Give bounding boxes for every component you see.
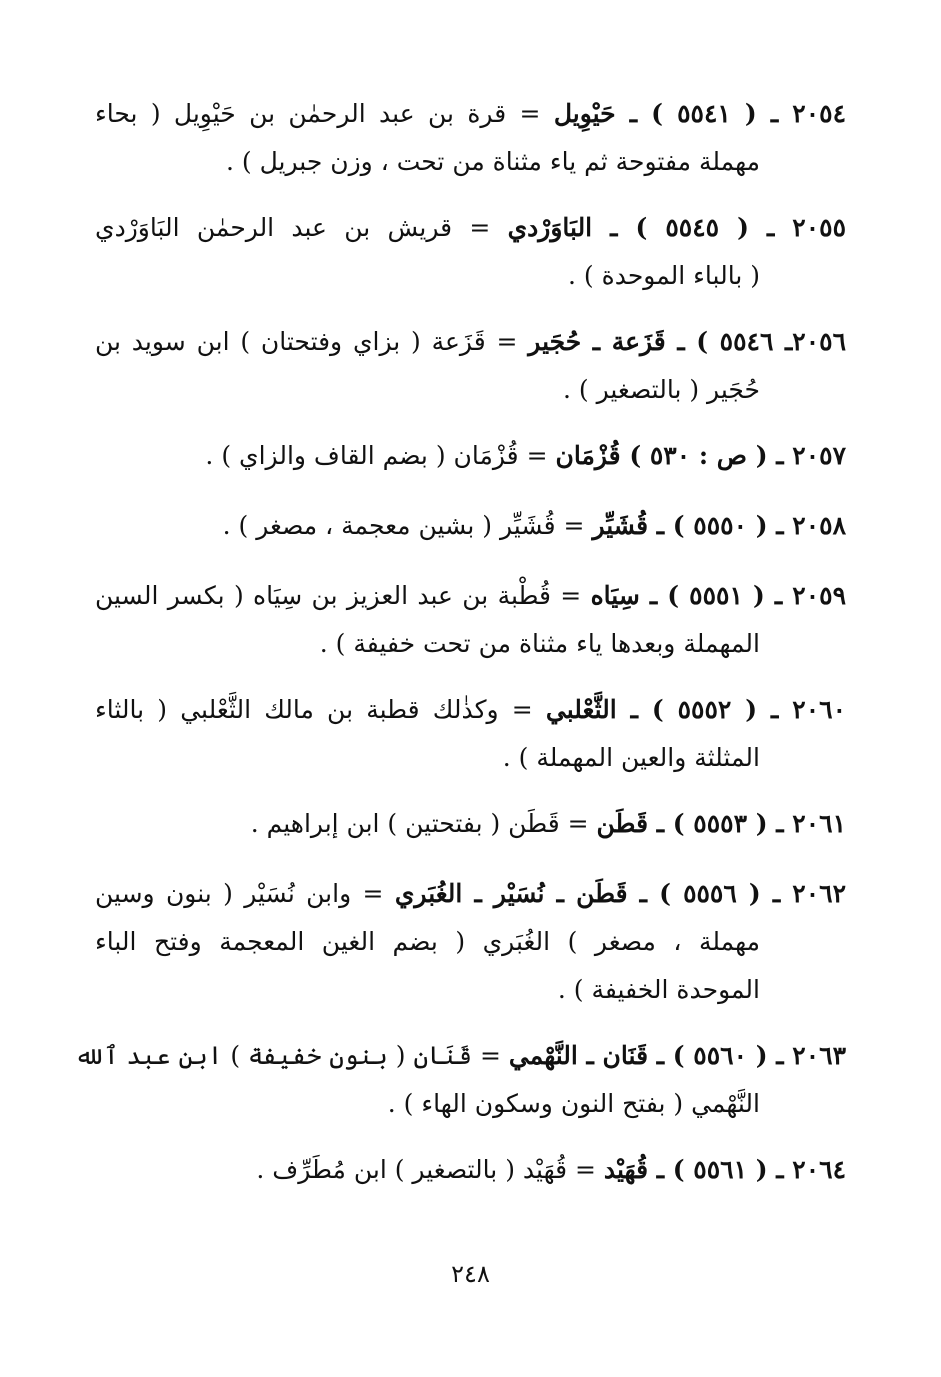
page-number: ٢٤٨ — [451, 1260, 490, 1288]
entry-headword: ٢٠٥٤ ـ ( ٥٥٤١ ) ـ — [615, 99, 846, 128]
entry-text: مهملة مفتوحة ثم ياء مثناة من تحت ، وزن جبريل ) . — [226, 147, 760, 176]
entry-first-line — [95, 502, 846, 550]
entry — [95, 432, 846, 480]
entry-text: = قُهَيْد ( بالتصغير ) ابن مُطَرِّف . — [256, 1155, 604, 1184]
entry-headword: ٢٠٦١ ـ ( ٥٥٥٣ ) ـ — [648, 809, 846, 838]
entry — [95, 90, 846, 186]
entry — [95, 1146, 846, 1194]
entry-headword: قَزَعة ـ حُجَير — [528, 327, 666, 356]
entry-headword: ٢٠٦٤ ـ ( ٥٥٦١ ) ـ — [648, 1155, 846, 1184]
entry — [95, 870, 846, 1014]
entry-first-line — [95, 318, 846, 366]
entry-text: = قَزَعة ( بزاي وفتحتان ) ابن سويد بن — [95, 327, 529, 356]
entry — [95, 686, 846, 782]
entry-text: = قَنَان ( بنون خفيفة ) ابن عبد ٱلله — [74, 1041, 509, 1070]
entry-text: = قَطَن ( بفتحتين ) ابن إبراهيم . — [250, 809, 597, 838]
entry-headword: قَنَان ـ النَّهْمي — [508, 1041, 649, 1070]
entry-line — [95, 918, 846, 966]
entry-first-line — [95, 572, 846, 620]
entry-line — [95, 966, 846, 1014]
entry-text: = قريش بن عبد الرحمٰن البَاوَرْدي — [95, 213, 508, 242]
entry-first-line — [74, 1032, 846, 1080]
entry — [95, 204, 846, 300]
entry-headword: حَيْوِيل — [553, 99, 616, 128]
entry-headword: الثَّعْلبي — [545, 695, 617, 724]
entry-text: المهملة وبعدها ياء مثناة من تحت خفيفة ) . — [319, 629, 760, 658]
entry-line — [95, 252, 846, 300]
entry-text: مهملة ، مصغر ) الغُبَري ( بضم الغين المعجمة وفتح الباء — [95, 927, 760, 956]
entry-headword: قُهَيْد — [603, 1155, 649, 1184]
entry-headword: قُزْمَان — [555, 441, 621, 470]
entry-text: = قرة بن عبد الرحمٰن بن حَيْوِيل ( بحاء — [95, 99, 554, 128]
entry-headword: ٢٠٥٧ ـ ( ص : ٥٣٠ ) — [620, 441, 846, 470]
entry-headword: ٢٠٥٥ ـ ( ٥٥٤٥ ) ـ — [592, 213, 847, 242]
entry-headword: ٢٠٥٩ ـ ( ٥٥٥١ ) ـ — [639, 581, 846, 610]
entry-headword: ٢٠٦٢ ـ ( ٥٥٥٦ ) ـ — [627, 879, 846, 908]
entry-text: حُجَير ( بالتصغير ) . — [563, 375, 760, 404]
entry-line — [95, 734, 846, 782]
entry-text: = وكذٰلك قطبة بن مالك الثَّعْلبي ( بالثاء — [95, 695, 546, 724]
entry-headword: ٢٠٦٠ ـ ( ٥٥٥٢ ) ـ — [616, 695, 846, 724]
entry-headword: قَطَن — [596, 809, 649, 838]
entry-headword: قُشَيِّر — [592, 511, 649, 540]
entry-text: المثلثة والعين المهملة ) . — [502, 743, 760, 772]
entry-line — [95, 138, 846, 186]
entry — [74, 1032, 846, 1128]
entry-headword: ٢٠٦٣ ـ ( ٥٥٦٠ ) ـ — [648, 1041, 846, 1070]
entry — [95, 572, 846, 668]
entry-first-line — [95, 432, 846, 480]
entry-first-line — [95, 686, 846, 734]
entry-line — [95, 620, 846, 668]
entry — [95, 318, 846, 414]
entry-text: = وابن نُسَيْر ( بنون وسين — [95, 879, 395, 908]
entry-first-line — [95, 800, 846, 848]
entry-headword: البَاوَرْدي — [507, 213, 593, 242]
entry — [95, 502, 846, 550]
entry-first-line — [95, 204, 846, 252]
entry — [95, 800, 846, 848]
entries-list — [74, 90, 847, 1216]
entry-text: = قُزْمَان ( بضم القاف والزاي ) . — [205, 441, 556, 470]
entry-headword: قَطَن ـ نُسَيْر ـ الغُبَري — [394, 879, 628, 908]
entry-line — [95, 1080, 846, 1128]
entry-headword: سِيَاه — [590, 581, 640, 610]
entry-text: الموحدة الخفيفة ) . — [557, 975, 760, 1004]
entry-text: = قُشَيِّر ( بشين معجمة ، مصغر ) . — [222, 511, 593, 540]
entry-first-line — [95, 1146, 846, 1194]
entry-text: النَّهْمي ( بفتح النون وسكون الهاء ) . — [387, 1089, 760, 1118]
entry-text: = قُطْبة بن عبد العزيز بن سِيَاه ( بكسر السين — [95, 581, 591, 610]
entry-headword: ٢٠٥٦ـ ٥٥٤٦ ) ـ — [665, 327, 846, 356]
entry-first-line — [95, 90, 846, 138]
entry-headword: ٢٠٥٨ ـ ( ٥٥٥٠ ) ـ — [648, 511, 846, 540]
entry-line — [95, 366, 846, 414]
entry-first-line — [95, 870, 846, 918]
entry-text: ( بالباء الموحدة ) . — [568, 261, 760, 290]
